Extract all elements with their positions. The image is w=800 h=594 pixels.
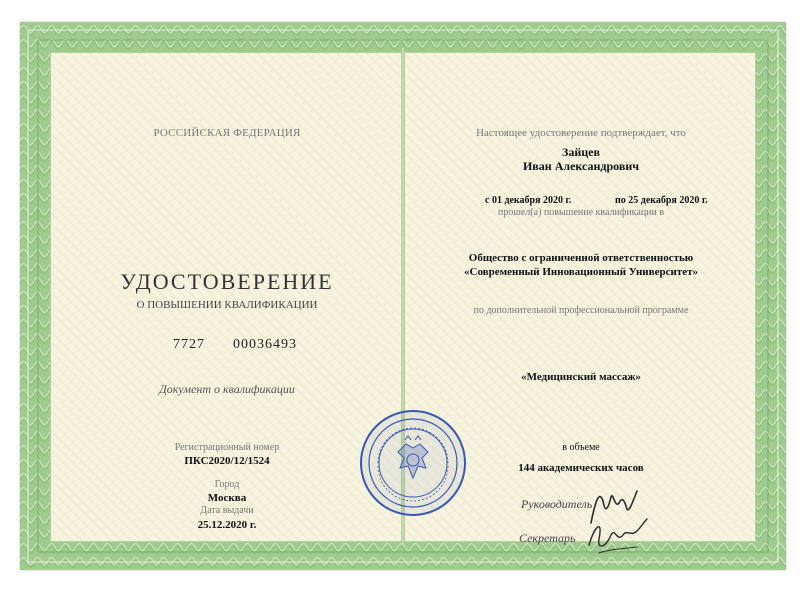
- document-title: УДОСТОВЕРЕНИЕ: [120, 269, 334, 294]
- issue-date: 25.12.2020 г.: [197, 519, 257, 531]
- organization-line-1: Общество с ограниченной ответственностью: [468, 252, 694, 264]
- document-number: 00036493: [233, 337, 297, 352]
- confirm-text: Настоящее удостоверение подтверждает, что: [476, 127, 686, 139]
- program-label: по дополнительной профессиональной программе: [473, 305, 689, 316]
- completed-text: прошел(а) повышение квалификации в: [497, 207, 665, 218]
- secretary-label: Секретарь: [519, 531, 576, 545]
- certificate: [20, 22, 786, 570]
- series-number: 7727: [173, 337, 205, 352]
- hours-value: 144 академических часов: [518, 462, 644, 474]
- head-label: Руководитель: [521, 497, 593, 511]
- secretary-signature: [581, 505, 651, 565]
- organization-line-2: «Современный Инновационный Университет»: [464, 266, 698, 278]
- registration-number: ПКС2020/12/1524: [184, 455, 270, 467]
- eagle-seal-icon: [358, 408, 468, 518]
- city-value: Москва: [207, 492, 247, 504]
- date-to: по 25 декабря 2020 г.: [615, 195, 708, 206]
- document-type: Документ о квалификации: [159, 382, 295, 396]
- country-name: РОССИЙСКАЯ ФЕДЕРАЦИЯ: [153, 127, 301, 139]
- registration-label: Регистрационный номер: [174, 442, 280, 453]
- issue-date-label: Дата выдачи: [200, 505, 254, 516]
- holder-name: Иван Александрович: [522, 159, 640, 173]
- program-name: «Медицинский массаж»: [521, 371, 641, 383]
- holder-surname: Зайцев: [562, 145, 600, 159]
- city-label: Город: [214, 479, 240, 490]
- date-from: с 01 декабря 2020 г.: [485, 195, 572, 206]
- document-subtitle: О ПОВЫШЕНИИ КВАЛИФИКАЦИИ: [136, 299, 318, 311]
- volume-label: в объеме: [562, 442, 600, 453]
- left-page: [50, 52, 402, 542]
